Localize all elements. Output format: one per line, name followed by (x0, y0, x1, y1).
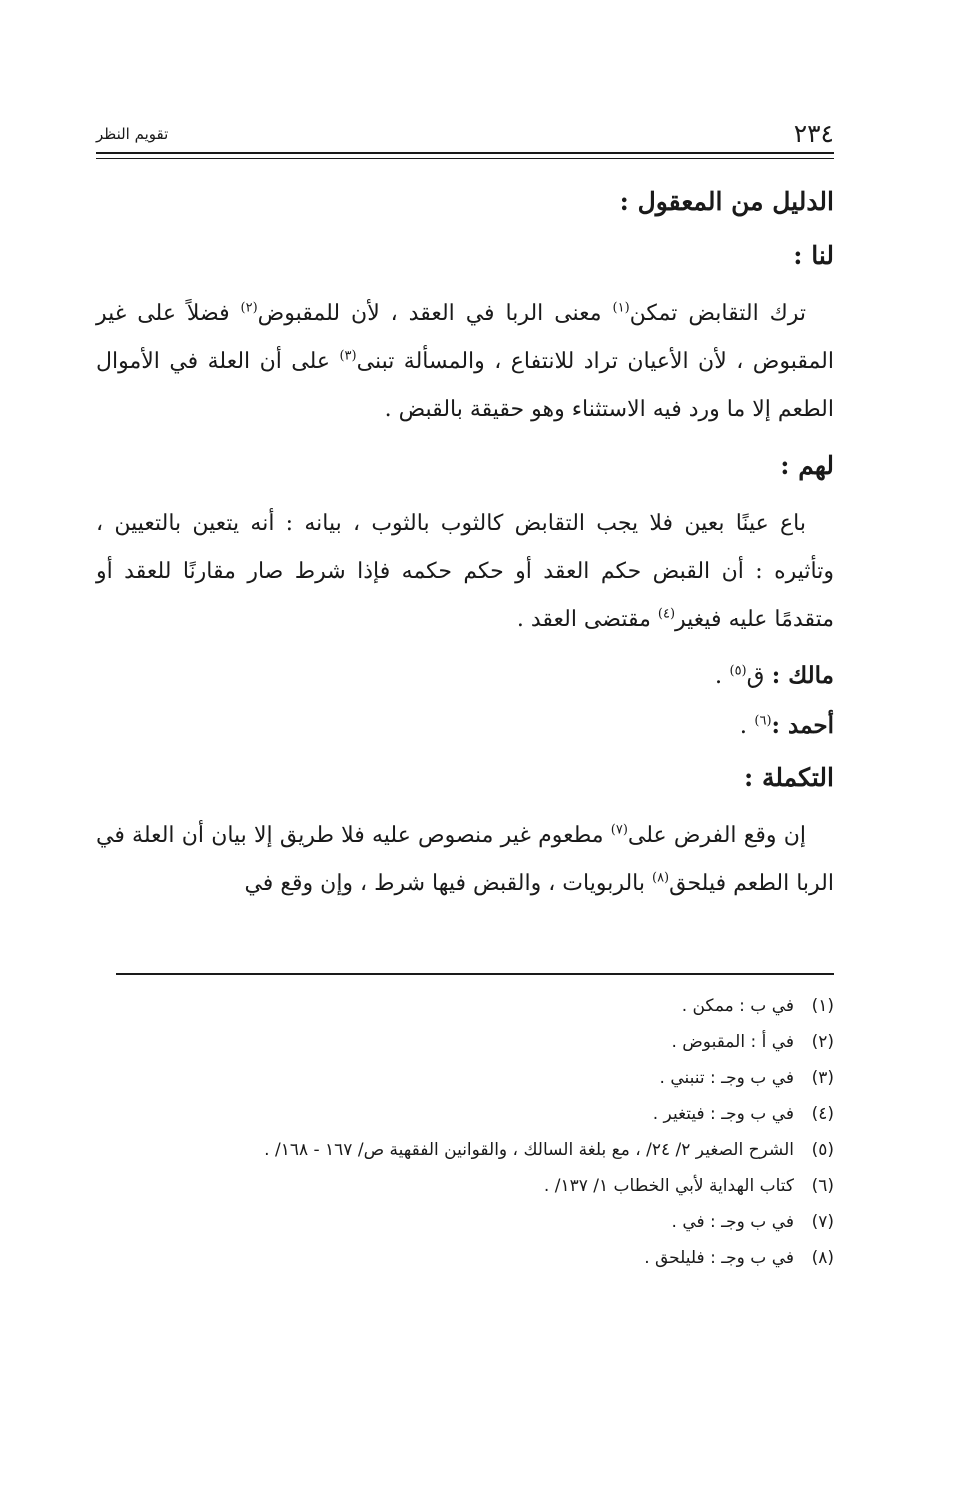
footnote-text: في ب : ممكن . (681, 996, 794, 1016)
ahmad-label: أحمد : (771, 712, 834, 739)
footnote-ref-4[interactable]: (٤) (657, 606, 676, 622)
heading-lahum: لهم : (780, 451, 834, 480)
footnote-8 (116, 1240, 834, 1276)
paragraph-lana (96, 290, 834, 434)
paragraph-lahum (96, 500, 834, 644)
footnote-number: (٤) (811, 1104, 834, 1124)
footnote-ref-1[interactable]: (١) (612, 300, 630, 316)
footnote-text: في ب وجـ : فليلحق . (644, 1248, 794, 1268)
text-run: مطعوم غير منصوص عليه فلا طريق إلا بيان أن العلة في الربا الطعم فيلحق (96, 823, 834, 896)
footnote-6 (116, 1168, 834, 1204)
footnote-text: في أ : المقبوض . (671, 1032, 794, 1052)
footnote-number: (٨) (811, 1248, 834, 1268)
text-run: باع عينًا بعين فلا يجب التقابض كالثوب بالثوب ، بيانه : أنه يتعين بالتعيين ، وتأثيره : أن القبض حكم العقد أو حكم حكمه فإذا شرط صار مقارنًا للعقد أو متقدمًا عليه فيغير (96, 511, 834, 632)
footnote-ref-3[interactable]: (٣) (339, 348, 357, 364)
footnote-text: في ب وجـ : تنبني . (659, 1068, 794, 1088)
malik-label: مالك : (771, 662, 834, 689)
footnote-ref-2[interactable]: (٢) (240, 300, 258, 316)
footnote-text: في ب وجـ : فيتغير . (652, 1104, 794, 1124)
footnote-number: (٧) (811, 1212, 834, 1232)
footnote-text: في ب وجـ : في . (671, 1212, 794, 1232)
ahmad-line (96, 706, 834, 746)
footnote-4 (116, 1096, 834, 1132)
footnote-ref-5[interactable]: (٥) (729, 663, 747, 679)
footnote-number: (٣) (811, 1068, 834, 1088)
footnote-ref-7[interactable]: (٧) (610, 822, 628, 838)
text-run: بالربويات ، والقبض فيها شرط ، وإن وقع في (244, 871, 652, 896)
header-rule (96, 152, 834, 159)
footnote-text: كتاب الهداية لأبي الخطاب ١/ ١٣٧/ . (543, 1176, 794, 1196)
text-run: إن وقع الفرض على (627, 823, 806, 848)
footnote-number: (٢) (811, 1032, 834, 1052)
footnote-1 (116, 988, 834, 1024)
heading-lana: لنا : (793, 241, 834, 270)
malik-line (96, 656, 834, 696)
footnote-separator (116, 973, 834, 975)
text-run: . (739, 713, 755, 739)
page-header (96, 112, 834, 148)
section-heading-rational-evidence: الدليل من المعقول : (619, 187, 834, 216)
text-run: . (714, 663, 730, 689)
footnotes (116, 988, 834, 1276)
footnote-number: (١) (811, 996, 834, 1016)
paragraph-takmila (96, 812, 834, 908)
footnote-3 (116, 1060, 834, 1096)
main-text (96, 170, 834, 920)
footnote-5 (116, 1132, 834, 1168)
page-number: ٢٣٤ (793, 119, 834, 148)
footnote-7 (116, 1204, 834, 1240)
text-run: ترك التقابض تمكن (629, 301, 807, 326)
text-run: معنى الربا في العقد ، لأن للمقبوض (257, 301, 613, 326)
text-run: فضلاً على غير المقبوض ، لأن الأعيان تراد للانتفاع ، والمسألة تبنى (96, 301, 835, 374)
footnote-number: (٥) (811, 1140, 834, 1160)
footnote-ref-6[interactable]: (٦) (754, 713, 772, 729)
footnote-2 (116, 1024, 834, 1060)
text-run: على أن العلة في الأموال الطعم إلا ما ورد فيه الاستثناء وهو حقيقة بالقبض . (96, 349, 834, 422)
footnote-ref-8[interactable]: (٨) (651, 870, 670, 886)
footnote-number: (٦) (811, 1176, 834, 1196)
text-run: ق (746, 663, 772, 689)
running-title: تقويم النظر (96, 125, 169, 143)
footnote-text: الشرح الصغير ٢/ ٢٤/ ، مع بلغة السالك ، والقوانين الفقهية ص/ ١٦٧ - ١٦٨/ . (264, 1140, 794, 1160)
heading-takmila: التكملة : (744, 763, 834, 792)
text-run: مقتضى العقد . (516, 607, 658, 632)
